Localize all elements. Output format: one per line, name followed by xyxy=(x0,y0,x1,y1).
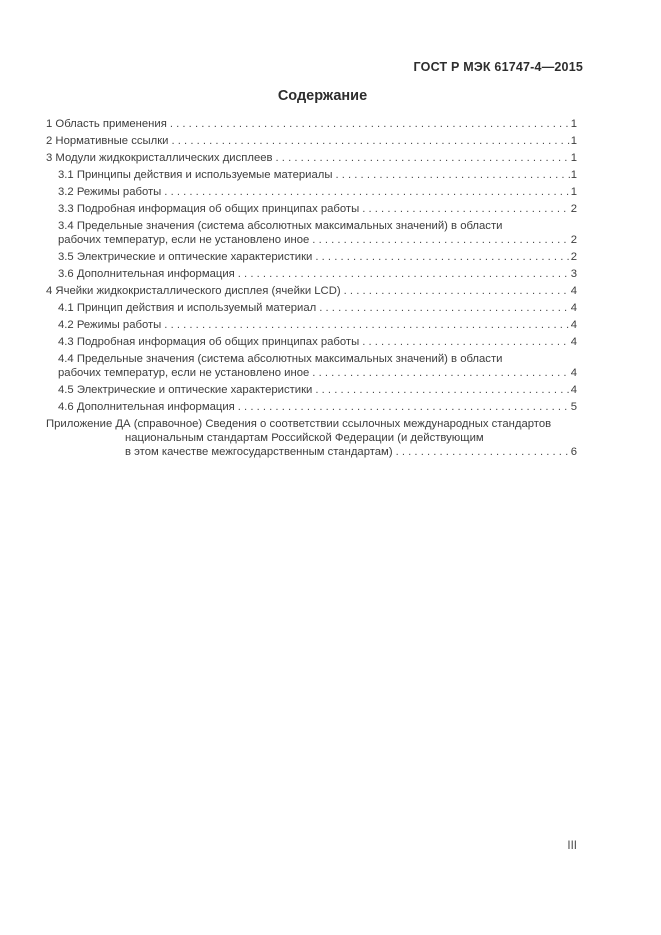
dot-leader xyxy=(164,185,569,199)
dot-leader xyxy=(362,202,569,216)
dot-leader xyxy=(312,233,569,247)
page-number: III xyxy=(567,840,577,852)
toc-entry-wrap-lines xyxy=(58,219,577,233)
toc-entry-line xyxy=(58,301,577,315)
toc-entry-wrap-line: национальным стандартам Российской Федерации (и действующим xyxy=(125,432,484,444)
toc-entry xyxy=(46,134,577,148)
toc-page-number: 4 xyxy=(570,319,577,331)
toc-page-number: 2 xyxy=(570,251,577,263)
dot-leader xyxy=(315,383,569,397)
dot-leader xyxy=(171,134,569,148)
toc-entry-line xyxy=(58,335,577,349)
toc-entry xyxy=(46,352,577,380)
toc-entry xyxy=(46,417,577,459)
toc-entry-wrap-line: 3.4 Предельные значения (система абсолютных максимальных значений) в области xyxy=(58,220,503,232)
toc-entry-text: рабочих температур, если не установлено иное xyxy=(58,367,310,379)
toc-entry-text: 3.5 Электрические и оптические характеристики xyxy=(58,251,313,263)
dot-leader xyxy=(312,366,569,380)
toc-entry-line xyxy=(58,383,577,397)
toc-entry-text: 3.1 Принципы действия и используемые материалы xyxy=(58,169,333,181)
toc-entry xyxy=(46,301,577,315)
toc-page-number: 4 xyxy=(570,336,577,348)
toc-entry-text: 4.5 Электрические и оптические характеристики xyxy=(58,384,313,396)
toc-entry xyxy=(46,168,577,182)
toc-entry-line xyxy=(58,168,577,182)
dot-leader xyxy=(164,318,569,332)
page-title: Содержание xyxy=(277,88,368,104)
toc-page-number: 1 xyxy=(570,186,577,198)
dot-leader xyxy=(170,117,570,131)
toc-entry-text: 3.3 Подробная информация об общих принципах работы xyxy=(58,203,360,215)
toc-entry-text: 2 Нормативные ссылки xyxy=(46,135,169,147)
toc-entry-line xyxy=(58,366,577,380)
document-code: ГОСТ Р МЭК 61747-4—2015 xyxy=(413,60,583,74)
toc-entry xyxy=(46,250,577,264)
toc-entry xyxy=(46,202,577,216)
toc-entry-line xyxy=(58,400,577,414)
toc-page-number: 3 xyxy=(570,268,577,280)
toc-entry-line xyxy=(46,134,577,148)
toc-page-number: 4 xyxy=(570,367,577,379)
dot-leader xyxy=(335,168,569,182)
toc-entry-text: 4.6 Дополнительная информация xyxy=(58,401,235,413)
toc-entry-wrap-line: 4.4 Предельные значения (система абсолютных максимальных значений) в области xyxy=(58,353,503,365)
toc-entry-line xyxy=(58,318,577,332)
toc-entry-line xyxy=(58,267,577,281)
toc-entry-line xyxy=(58,202,577,216)
toc-page-number: 4 xyxy=(570,384,577,396)
dot-leader xyxy=(344,284,570,298)
toc-entry xyxy=(46,383,577,397)
toc-page-number: 6 xyxy=(570,446,577,458)
dot-leader xyxy=(238,400,570,414)
dot-leader xyxy=(238,267,570,281)
toc-entry-text: 4.3 Подробная информация об общих принципах работы xyxy=(58,336,360,348)
toc-entry-text: в этом качестве межгосударственным стандартам) xyxy=(125,446,393,458)
toc-entry xyxy=(46,151,577,165)
dot-leader xyxy=(319,301,569,315)
toc-entry xyxy=(46,267,577,281)
toc-entry xyxy=(46,219,577,247)
toc-entry-wrap-lines xyxy=(46,417,577,445)
toc-page-number: 2 xyxy=(570,234,577,246)
toc-entry-text: 4.2 Режимы работы xyxy=(58,319,162,331)
toc-entry-line xyxy=(46,151,577,165)
toc-entry-text: рабочих температур, если не установлено иное xyxy=(58,234,310,246)
dot-leader xyxy=(315,250,569,264)
toc-page-number: 1 xyxy=(570,152,577,164)
toc-entry-text: 3.6 Дополнительная информация xyxy=(58,268,235,280)
toc-page-number: 4 xyxy=(570,302,577,314)
toc-entry-wrap-line: Приложение ДА (справочное) Сведения о соответствии ссылочных международных стандартов xyxy=(46,418,552,430)
toc-page-number: 1 xyxy=(570,118,577,130)
toc-page-number: 2 xyxy=(570,203,577,215)
dot-leader xyxy=(396,445,570,459)
toc-entry xyxy=(46,117,577,131)
toc-entry-line xyxy=(46,445,577,459)
toc-page-number: 1 xyxy=(570,169,577,181)
toc-page-number: 5 xyxy=(570,401,577,413)
toc-entry xyxy=(46,400,577,414)
toc-page-number: 4 xyxy=(570,285,577,297)
toc-entry-text: 3.2 Режимы работы xyxy=(58,186,162,198)
toc-entry-line xyxy=(58,185,577,199)
toc-entry-wrap-lines xyxy=(58,352,577,366)
dot-leader xyxy=(362,335,569,349)
toc-page-number: 1 xyxy=(570,135,577,147)
toc-entry-line xyxy=(58,250,577,264)
toc-entry-text: 3 Модули жидкокристаллических дисплеев xyxy=(46,152,273,164)
toc-entry-line xyxy=(46,117,577,131)
toc-entry-line xyxy=(46,284,577,298)
toc-entry-text: 1 Область применения xyxy=(46,118,167,130)
dot-leader xyxy=(276,151,570,165)
toc-entry xyxy=(46,335,577,349)
toc-entry-line xyxy=(58,233,577,247)
toc-entry xyxy=(46,185,577,199)
toc-entry xyxy=(46,318,577,332)
table-of-contents xyxy=(46,117,577,462)
toc-entry-text: 4.1 Принцип действия и используемый материал xyxy=(58,302,317,314)
toc-entry xyxy=(46,284,577,298)
toc-entry-text: 4 Ячейки жидкокристаллического дисплея (ячейки LCD) xyxy=(46,285,341,297)
